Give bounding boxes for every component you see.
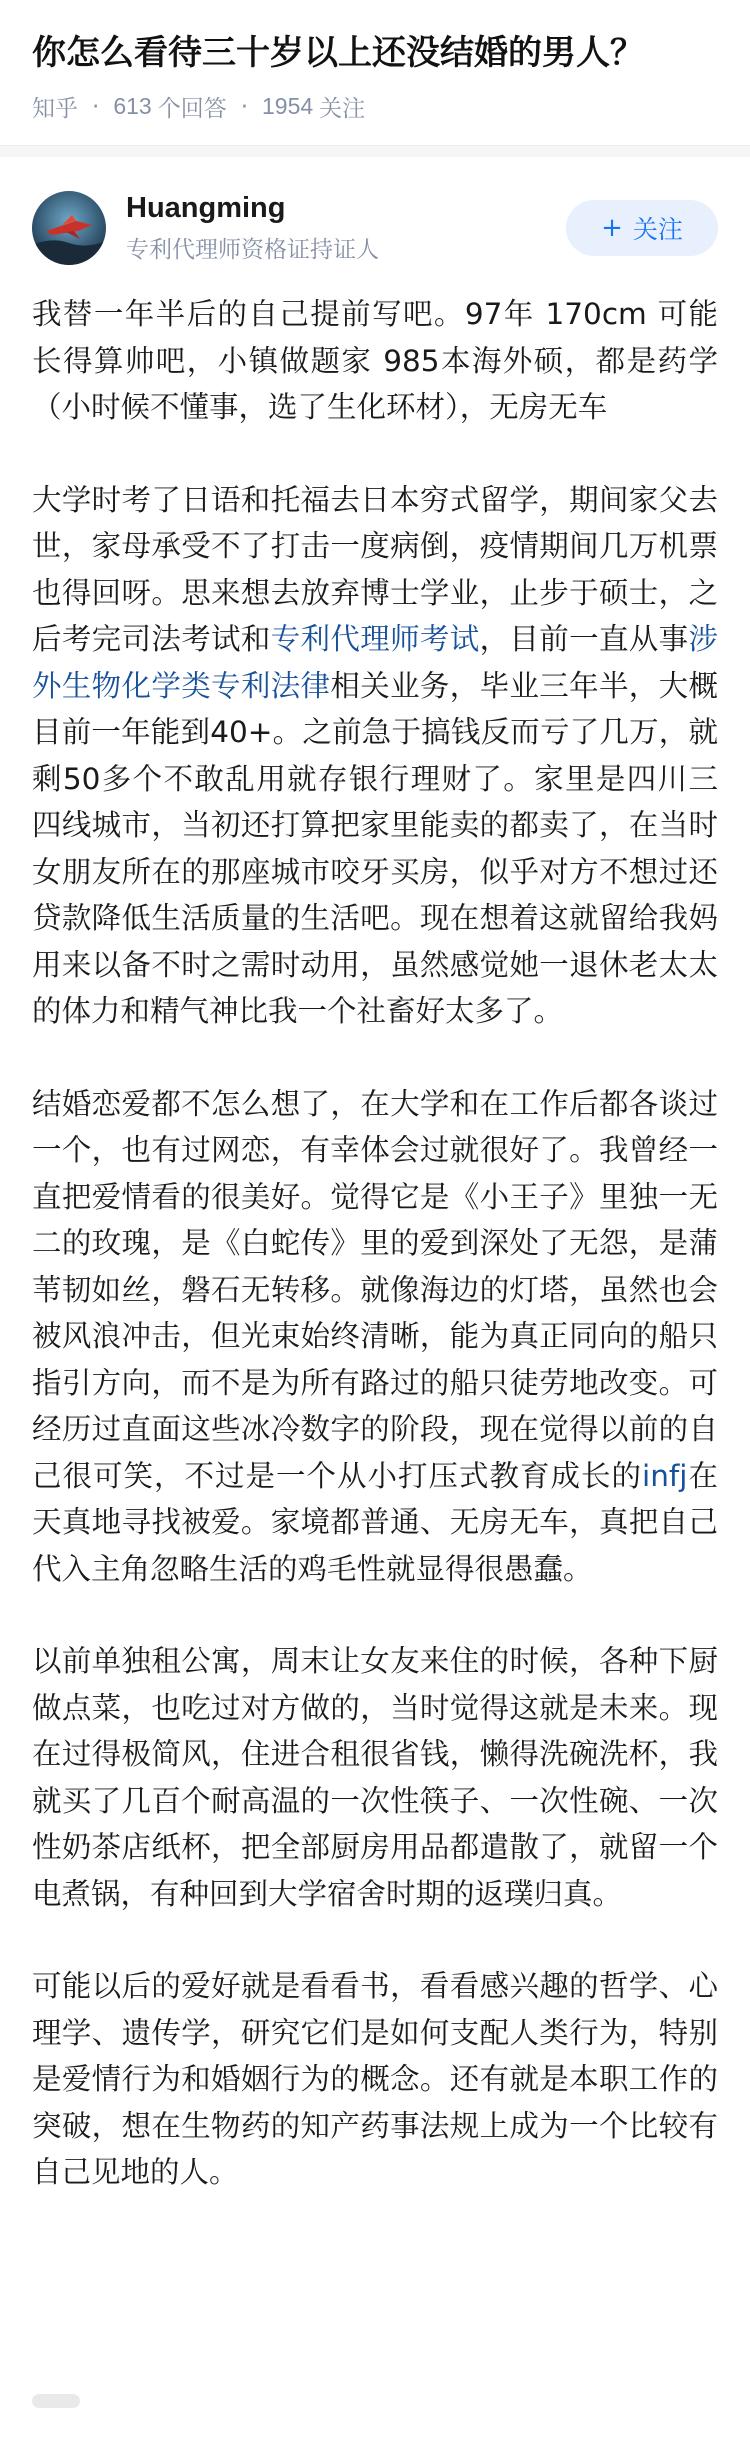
follow-count-label: 关注 [319,96,366,122]
author-name[interactable]: Huangming [126,192,286,224]
source-label[interactable]: 知乎 [32,96,78,122]
follow-count: 1954 [262,93,314,119]
answer-paragraph: 以前单独租公寓，周末让女友来住的时候，各种下厨做点菜，也吃过对方做的，当时觉得这就是未来。现在过得极简风，住进合租很省钱，懒得洗碗洗杯，我就买了几百个耐高温的一次性筷子、一次性碗、一次性奶茶店纸杯，把全部厨房用品都遣散了，就留一个电煮锅，有种回到大学宿舍时期的返璞归真。 [32,1644,718,1911]
paragraph-text: 大学时考了日语和托福去日本穷式留学，期间家父去世，家母承受不了打击一度病倒，疫情期间几万机票也得回呀。思来想去放弃博士学业，止步于硕士，之后考完司法考试和 [32,482,718,656]
paragraph-text: 在天真地寻找被爱。家境都普通、无房无车，真把自己代入主角忽略生活的鸡毛性就显得很愚蠢。 [32,1458,718,1586]
foreign-biochem-patent-law-link[interactable]: 涉外生物化学类专利法律 [32,622,718,703]
author-description: 专利代理师资格证持证人 [126,237,379,263]
infj-link[interactable]: infj [642,1458,688,1493]
answer-count: 613 [113,93,152,119]
answer-paragraph: 可能以后的爱好就是看看书，看看感兴趣的哲学、心理学、遗传学，研究它们是如何支配人类行为，特别是爱情行为和婚姻行为的概念。还有就是本职工作的突破，想在生物药的知产药事法规上成为一个比较有自己见地的人。 [32,1969,718,2189]
answer-count-label: 个回答 [157,96,227,122]
separator-dot: · [240,93,248,120]
paragraph-text: ，目前一直从事 [479,622,689,656]
plus-icon: + [601,213,623,243]
follow-button-label: 关注 [632,215,683,244]
placeholder-bar [32,2394,80,2408]
paragraph-text: 结婚恋爱都不怎么想了，在大学和在工作后都各谈过一个，也有过网恋，有幸体会过就很好了。我曾经一直把爱情看的很美好。觉得它是《小王子》里独一无二的玫瑰，是《白蛇传》里的爱到深处了无怨，是蒲苇韧如丝，磐石无转移。就像海边的灯塔，虽然也会被风浪冲击，但光束始终清晰，能为真正同向的船只指引方向，而不是为所有路过的船只徒劳地改变。可经历过直面这些冰冷数字的阶段，现在觉得以前的自己很可笑，不过是一个从小打压式教育成长的 [32,1086,718,1493]
avatar[interactable] [32,191,106,265]
question-header [0,0,750,123]
section-divider [0,145,750,157]
question-meta [32,90,718,123]
author-row [0,157,750,265]
patent-agent-exam-link[interactable]: 专利代理师考试 [270,622,480,656]
answer-paragraph: 我替一年半后的自己提前写吧。97年 170cm 可能长得算帅吧，小镇做题家 985本海外硕，都是药学（小时候不懂事，选了生化环材），无房无车 [32,297,718,424]
author-info [126,192,566,264]
answer-content [0,265,750,2196]
bottom-placeholder [32,2394,80,2408]
question-title[interactable]: 你怎么看待三十岁以上还没结婚的男人？ [32,33,644,73]
separator-dot: · [92,93,100,120]
paragraph-text: 相关业务，毕业三年半，大概目前一年能到40+。之前急于搞钱反而亏了几万，就剩50多个不敢乱用就存银行理财了。家里是四川三四线城市，当初还打算把家里能卖的都卖了，在当时女朋友所在的那座城市咬牙买房，似乎对方不想过还贷款降低生活质量的生活吧。现在想着这就留给我妈用来以备不时之需时动用，虽然感觉她一退休老太太的体力和精气神比我一个社畜好太多了。 [32,668,718,1028]
follow-button[interactable] [566,200,718,256]
answer-paragraph [32,477,718,1035]
answer-paragraph [32,1081,718,1593]
